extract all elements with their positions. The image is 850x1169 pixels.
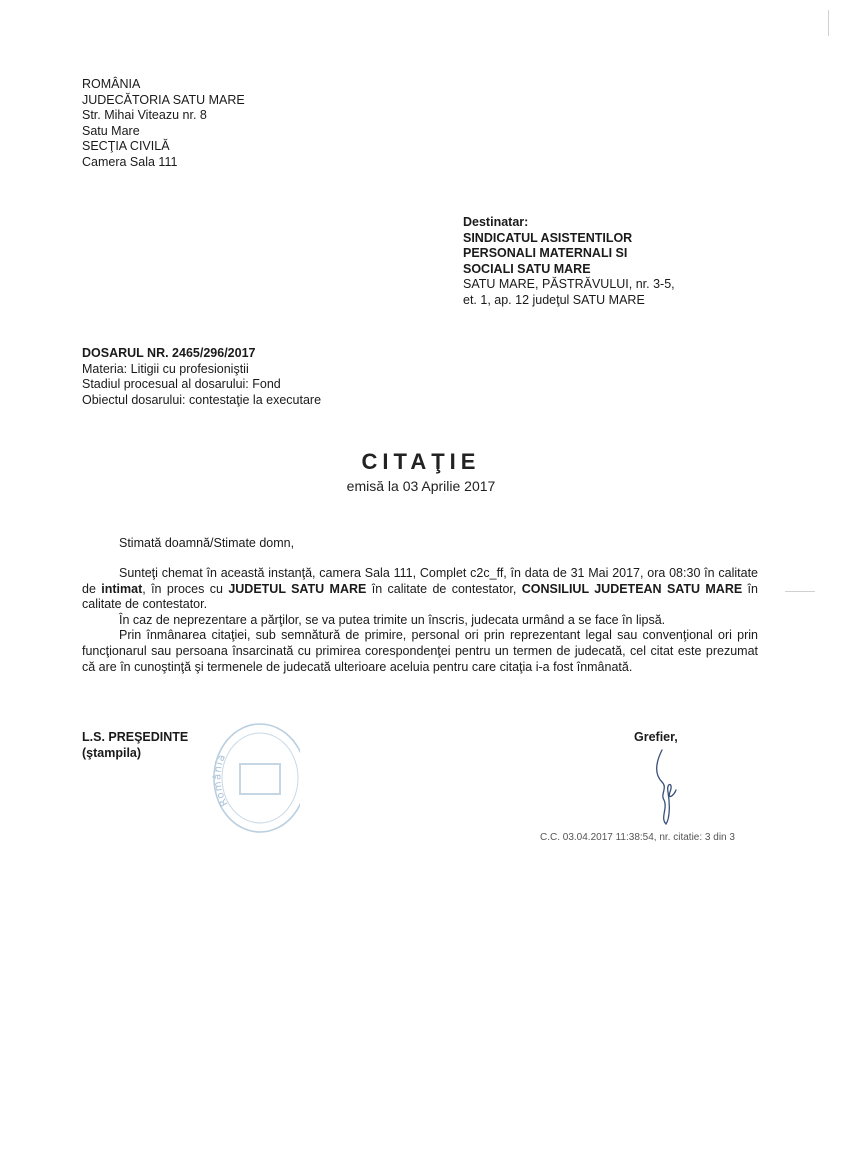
court-city: Satu Mare: [82, 123, 140, 138]
court-room: Camera Sala 111: [82, 154, 178, 169]
case-number: DOSARUL NR. 2465/296/2017: [82, 346, 256, 360]
recipient-name-1: SINDICATUL ASISTENTILOR: [463, 230, 633, 245]
court-section: SECŢIA CIVILĂ: [82, 139, 170, 153]
scan-side-mark: [785, 591, 815, 592]
case-stage: Stadiul procesual al dosarului: Fond: [82, 377, 281, 391]
footer-metadata: C.C. 03.04.2017 11:38:54, nr. citatie: 3 din 3: [540, 832, 735, 843]
summons-text-c: în calitate de contestator,: [366, 581, 522, 596]
recipient-block: [463, 215, 675, 308]
recipient-name-2: PERSONALI MATERNALI SI: [463, 246, 628, 260]
recipient-name-3: SOCIALI SATU MARE: [463, 261, 591, 276]
case-info: [82, 346, 321, 408]
summons-text-a: Sunteţi chemat în această instanţă, camera Sala 111, Complet c2c_ff, în data de 31 Mai 2017, ora 08:30 în calitate de: [82, 566, 758, 596]
stamp-note: (ştampila): [82, 745, 142, 760]
recipient-address-2: et. 1, ap. 12 judeţul SATU MARE: [463, 292, 645, 307]
greeting: Stimată doamnă/Stimate domn,: [119, 536, 295, 550]
body-text: [82, 566, 758, 675]
case-subject: Materia: Litigii cu profesioniştii: [82, 361, 249, 376]
scan-edge-mark: [828, 10, 829, 36]
document-title: CITAŢIE: [361, 449, 481, 474]
clerk-label: Grefier,: [634, 730, 678, 744]
court-country: ROMÂNIA: [82, 77, 141, 91]
summons-text-b: , în proces cu: [142, 581, 229, 596]
summons-role: intimat: [101, 581, 143, 596]
president-block: [82, 730, 188, 761]
paragraph-delivery: Prin înmânarea citaţiei, sub semnătură de primire, personal ori prin reprezentant legal sau convenţional ori prin funcţionarul sau persoana însarcinată cu primirea corespondenţei pentru un termen de judecată, cel citat este prezumat că are în cunoştinţă şi termenele de judecată ulterioare aceluia pentru care citaţia i-a fost înmânată.: [82, 628, 758, 674]
summons-party-1: JUDETUL SATU MARE: [228, 581, 367, 596]
summons-party-2: CONSILIUL JUDETEAN SATU MARE: [521, 581, 743, 596]
paragraph-summons: [82, 566, 758, 613]
stamp-text: România: [212, 752, 231, 808]
court-name: JUDECĂTORIA SATU MARE: [82, 92, 245, 107]
court-street: Str. Mihai Viteazu nr. 8: [82, 108, 207, 122]
president-label: L.S. PREŞEDINTE: [82, 730, 189, 744]
court-stamp-icon: [200, 716, 300, 840]
recipient-address-1: SATU MARE, PĂSTRĂVULUI, nr. 3-5,: [463, 277, 675, 291]
summons-text-d: în calitate de contestator.: [82, 581, 758, 612]
document-subtitle: emisă la 03 Aprilie 2017: [346, 478, 496, 494]
case-object: Obiectul dosarului: contestaţie la executare: [82, 392, 322, 407]
court-header: [82, 77, 245, 170]
paragraph-absence: În caz de neprezentare a părţilor, se va putea trimite un înscris, judecata urmând a se face în lipsă.: [119, 612, 666, 627]
recipient-label: Destinatar:: [463, 215, 529, 229]
signature-icon: [640, 748, 690, 828]
